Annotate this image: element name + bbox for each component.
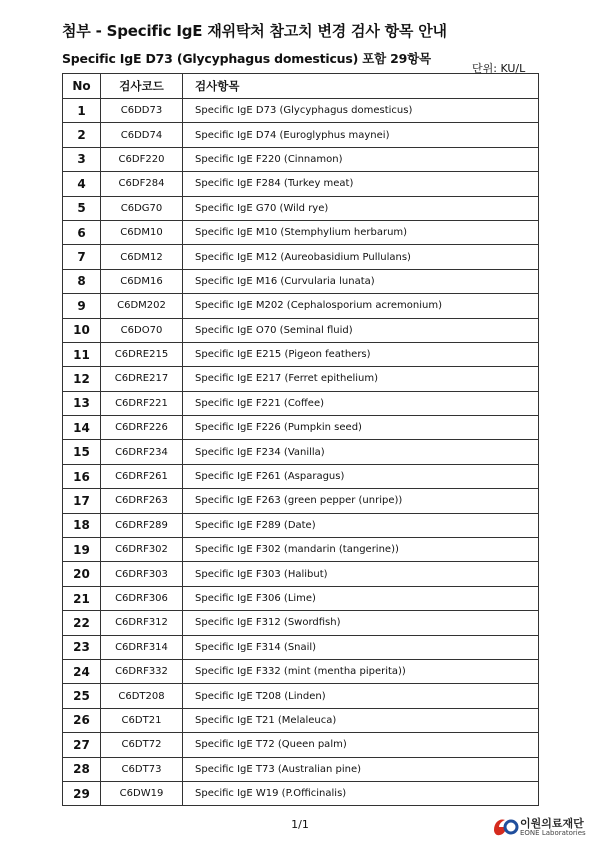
table-row [63,733,539,757]
row-number-cell: 4 [63,172,101,196]
test-item-cell: Specific IgE F302 (mandarin (tangerine)) [183,538,539,562]
test-item-cell: Specific IgE M10 (Stemphylium herbarum) [183,220,539,244]
row-number-cell: 12 [63,367,101,391]
row-number-cell: 8 [63,269,101,293]
test-item-cell: Specific IgE F226 (Pumpkin seed) [183,416,539,440]
test-item-cell: Specific IgE M12 (Aureobasidium Pullulans) [183,245,539,269]
test-item-cell: Specific IgE F284 (Turkey meat) [183,172,539,196]
test-code-cell: C6DF284 [101,172,183,196]
table-row [63,586,539,610]
table-row [63,367,539,391]
row-number-cell: 14 [63,416,101,440]
test-code-cell: C6DO70 [101,318,183,342]
test-item-cell: Specific IgE O70 (Seminal fluid) [183,318,539,342]
row-number-cell: 10 [63,318,101,342]
table-row [63,196,539,220]
table-row [63,147,539,171]
table-row [63,172,539,196]
table-row [63,659,539,683]
test-item-cell: Specific IgE F303 (Halibut) [183,562,539,586]
test-code-cell: C6DF220 [101,147,183,171]
table-row [63,342,539,366]
row-number-cell: 1 [63,99,101,123]
page-number: 1/1 [291,818,309,831]
row-number-cell: 18 [63,513,101,537]
column-header-item: 검사항목 [183,74,539,99]
table-row [63,708,539,732]
table-row [63,220,539,244]
table-row [63,684,539,708]
logo-name-korean: 이원의료재단 [520,817,584,830]
table-row [63,318,539,342]
test-item-cell: Specific IgE T21 (Melaleuca) [183,708,539,732]
test-code-cell: C6DD74 [101,123,183,147]
row-number-cell: 11 [63,342,101,366]
test-item-cell: Specific IgE T72 (Queen palm) [183,733,539,757]
logo-name-english: EONE Laboratories [520,829,586,837]
test-code-cell: C6DRF226 [101,416,183,440]
table-row [63,489,539,513]
test-code-cell: C6DT21 [101,708,183,732]
test-item-cell: Specific IgE E215 (Pigeon feathers) [183,342,539,366]
eone-logo-icon [490,812,520,840]
test-code-cell: C6DRF312 [101,611,183,635]
test-code-cell: C6DT72 [101,733,183,757]
row-number-cell: 15 [63,440,101,464]
table-row [63,440,539,464]
test-item-cell: Specific IgE M16 (Curvularia lunata) [183,269,539,293]
test-code-cell: C6DRE215 [101,342,183,366]
document-title: 첨부 - Specific IgE 재위탁처 참고치 변경 검사 항목 안내 [62,22,447,40]
test-item-cell: Specific IgE F263 (green pepper (unripe)) [183,489,539,513]
table-row [63,464,539,488]
test-item-cell: Specific IgE F312 (Swordfish) [183,611,539,635]
test-code-cell: C6DD73 [101,99,183,123]
table-row [63,123,539,147]
test-item-cell: Specific IgE F314 (Snail) [183,635,539,659]
table-row [63,781,539,805]
table-row [63,757,539,781]
row-number-cell: 24 [63,659,101,683]
row-number-cell: 21 [63,586,101,610]
test-items-table [62,73,539,806]
unit-label: 단위: KU/L [472,62,526,75]
row-number-cell: 19 [63,538,101,562]
test-item-cell: Specific IgE W19 (P.Officinalis) [183,781,539,805]
test-item-cell: Specific IgE F289 (Date) [183,513,539,537]
table-row [63,538,539,562]
test-code-cell: C6DT208 [101,684,183,708]
test-code-cell: C6DRF261 [101,464,183,488]
test-item-cell: Specific IgE G70 (Wild rye) [183,196,539,220]
test-code-cell: C6DM10 [101,220,183,244]
row-number-cell: 5 [63,196,101,220]
test-item-cell: Specific IgE F234 (Vanilla) [183,440,539,464]
row-number-cell: 6 [63,220,101,244]
test-code-cell: C6DW19 [101,781,183,805]
test-item-cell: Specific IgE M202 (Cephalosporium acremonium) [183,294,539,318]
test-code-cell: C6DRE217 [101,367,183,391]
test-code-cell: C6DM12 [101,245,183,269]
test-code-cell: C6DRF314 [101,635,183,659]
table-row [63,99,539,123]
table-row [63,391,539,415]
row-number-cell: 2 [63,123,101,147]
row-number-cell: 3 [63,147,101,171]
row-number-cell: 27 [63,733,101,757]
row-number-cell: 20 [63,562,101,586]
test-code-cell: C6DM202 [101,294,183,318]
test-code-cell: C6DRF303 [101,562,183,586]
test-code-cell: C6DM16 [101,269,183,293]
row-number-cell: 22 [63,611,101,635]
row-number-cell: 28 [63,757,101,781]
column-header-no: No [63,74,101,99]
table-row [63,513,539,537]
eone-logo [490,812,590,842]
test-item-cell: Specific IgE F220 (Cinnamon) [183,147,539,171]
test-item-cell: Specific IgE T208 (Linden) [183,684,539,708]
test-item-cell: Specific IgE F261 (Asparagus) [183,464,539,488]
table-header-row [63,74,539,99]
table-row [63,635,539,659]
row-number-cell: 17 [63,489,101,513]
test-code-cell: C6DRF302 [101,538,183,562]
test-code-cell: C6DRF234 [101,440,183,464]
test-code-cell: C6DT73 [101,757,183,781]
test-item-cell: Specific IgE E217 (Ferret epithelium) [183,367,539,391]
test-code-cell: C6DRF306 [101,586,183,610]
row-number-cell: 16 [63,464,101,488]
test-code-cell: C6DG70 [101,196,183,220]
table-row [63,245,539,269]
test-item-cell: Specific IgE F221 (Coffee) [183,391,539,415]
test-item-cell: Specific IgE T73 (Australian pine) [183,757,539,781]
test-item-cell: Specific IgE F306 (Lime) [183,586,539,610]
row-number-cell: 7 [63,245,101,269]
test-code-cell: C6DRF332 [101,659,183,683]
row-number-cell: 29 [63,781,101,805]
row-number-cell: 25 [63,684,101,708]
test-code-cell: C6DRF289 [101,513,183,537]
table-row [63,294,539,318]
test-item-cell: Specific IgE D73 (Glycyphagus domesticus) [183,99,539,123]
table-row [63,416,539,440]
table-row [63,611,539,635]
test-item-cell: Specific IgE F332 (mint (mentha piperita)) [183,659,539,683]
row-number-cell: 26 [63,708,101,732]
test-code-cell: C6DRF221 [101,391,183,415]
document-subtitle: Specific IgE D73 (Glycyphagus domesticus) 포함 29항목 [62,51,431,66]
row-number-cell: 23 [63,635,101,659]
test-item-cell: Specific IgE D74 (Euroglyphus maynei) [183,123,539,147]
table-row [63,562,539,586]
table-row [63,269,539,293]
row-number-cell: 9 [63,294,101,318]
test-code-cell: C6DRF263 [101,489,183,513]
column-header-code: 검사코드 [101,74,183,99]
row-number-cell: 13 [63,391,101,415]
